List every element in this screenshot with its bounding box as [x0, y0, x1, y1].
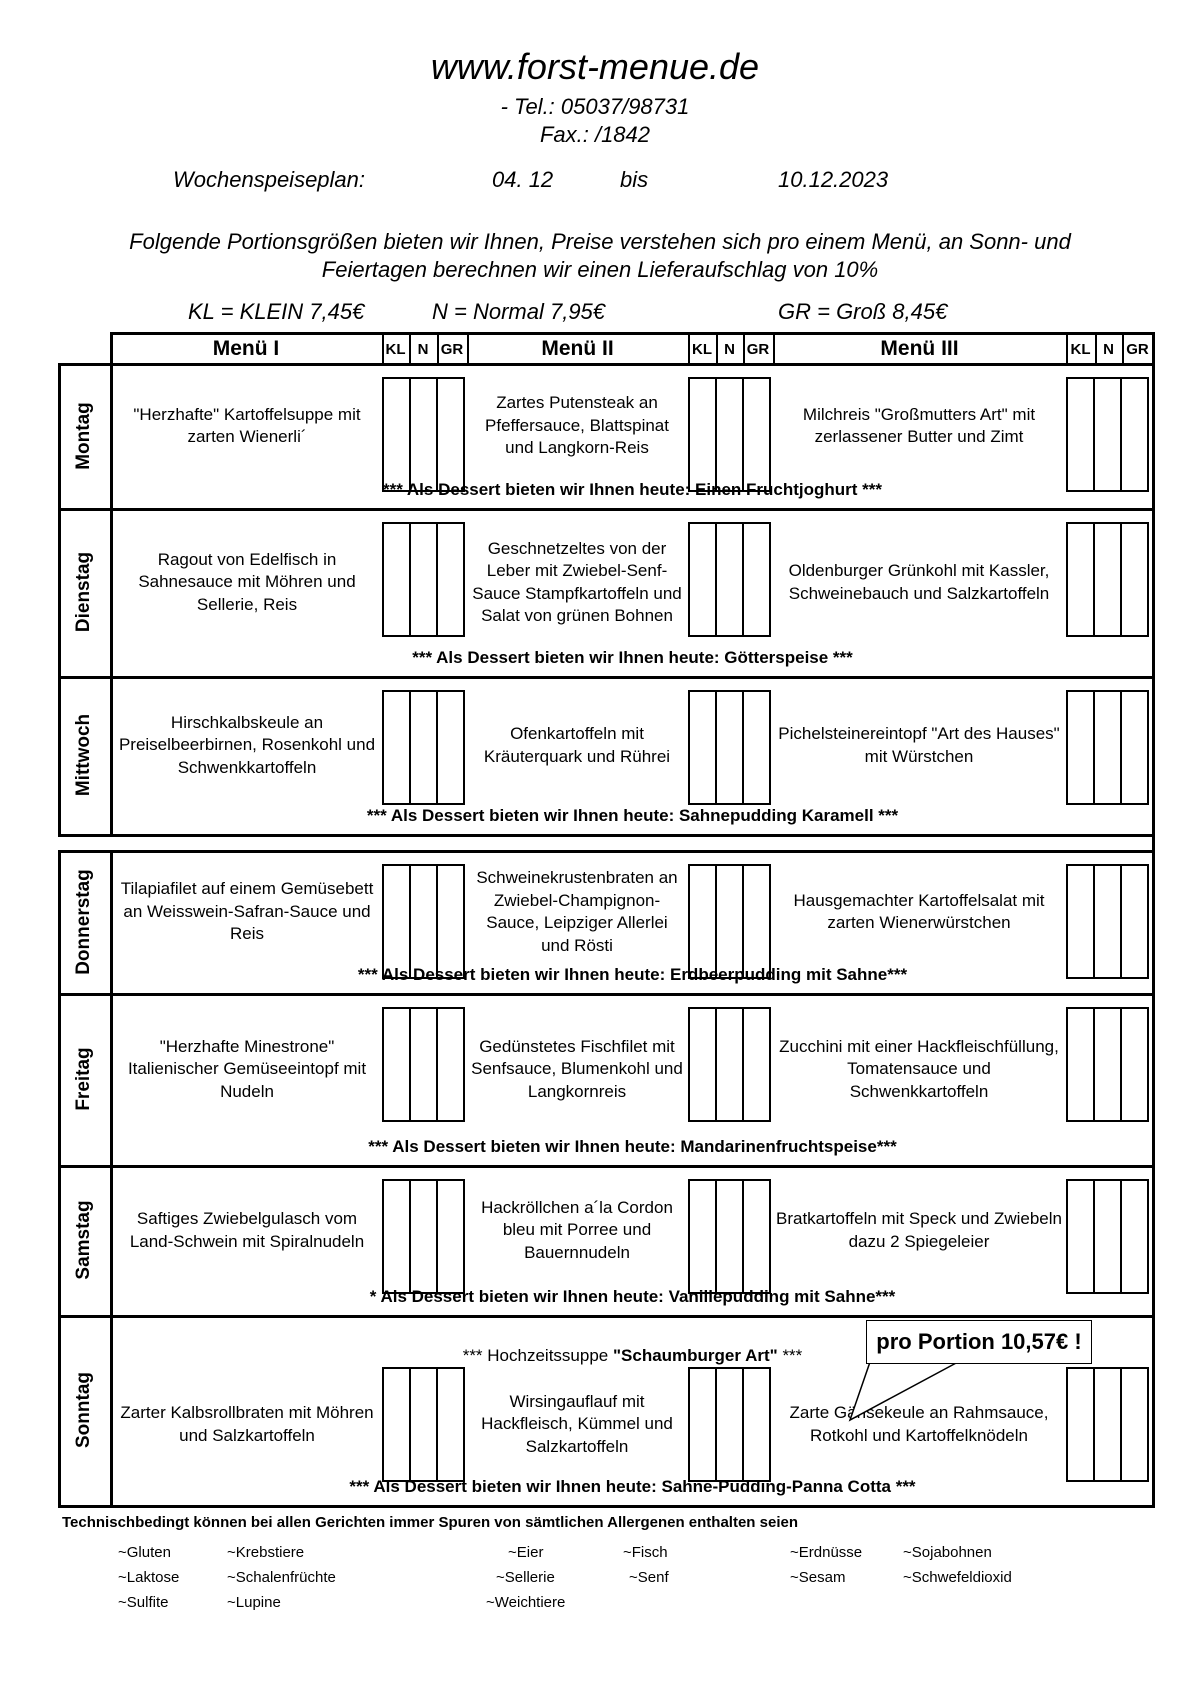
order-box-n-menu-1 — [409, 690, 438, 805]
column-header-kl-3: KL — [1070, 340, 1091, 358]
allergen-item: ~Schalenfrüchte — [227, 1569, 336, 1586]
website-title: www.forst-menue.de — [430, 46, 760, 87]
dish-menu-3: Bratkartoffeln mit Speck und Zwiebeln dazu 2 Spiegeleier — [776, 1209, 1062, 1251]
allergen-item: ~Weichtiere — [486, 1594, 566, 1611]
dish-menu-1: Hirschkalbskeule an Preiselbeerbirnen, Rosenkohl und Schwenkkartoffeln — [118, 712, 376, 777]
order-box-gr-menu-3 — [1120, 377, 1149, 492]
order-box-n-menu-2 — [715, 690, 744, 805]
table-left-border — [58, 850, 61, 1508]
allergen-item: ~Gluten — [118, 1544, 171, 1561]
row-divider — [58, 1165, 1155, 1168]
day-label-freitag: Freitag — [73, 1047, 94, 1111]
allergen-item: ~Sulfite — [118, 1594, 169, 1611]
column-header-gr-3: GR — [1126, 340, 1149, 358]
order-box-gr-menu-1 — [436, 1179, 465, 1294]
order-box-n-menu-3 — [1093, 1367, 1122, 1482]
price-callout: pro Portion 10,57€ ! — [866, 1320, 1092, 1364]
date-from: 04. 12 — [492, 167, 554, 192]
order-box-gr-menu-3 — [1120, 522, 1149, 637]
row-divider — [58, 508, 1155, 511]
dessert-line: *** Als Dessert bieten wir Ihnen heute: Götterspeise *** — [412, 648, 853, 667]
allergen-item: ~Fisch — [623, 1544, 668, 1561]
order-box-gr-menu-1 — [436, 522, 465, 637]
intro-line-2: Feiertagen berechnen wir einen Lieferaufschlag von 10% — [321, 257, 879, 282]
order-box-gr-menu-2 — [742, 1007, 771, 1122]
table-left-border — [58, 363, 61, 836]
order-box-n-menu-1 — [409, 1007, 438, 1122]
dish-menu-2: Ofenkartoffeln mit Kräuterquark und Rührei — [483, 724, 671, 766]
column-header-n-2: N — [724, 340, 735, 358]
column-header-gr-1: GR — [440, 340, 464, 358]
order-box-n-menu-3 — [1093, 377, 1122, 492]
order-box-gr-menu-2 — [742, 1367, 771, 1482]
order-box-kl-menu-3 — [1066, 1367, 1095, 1482]
order-box-kl-menu-3 — [1066, 1007, 1095, 1122]
dish-menu-2: Geschnetzeltes von der Leber mit Zwiebel-Senf-Sauce Stampfkartoffeln und Salat von grünen Bohnen — [472, 538, 682, 625]
dish-menu-3: Milchreis "Großmutters Art" mit zerlassener Butter und Zimt — [802, 404, 1036, 446]
date-separator: bis — [620, 167, 649, 192]
order-box-n-menu-3 — [1093, 522, 1122, 637]
order-box-n-menu-2 — [715, 1179, 744, 1294]
dish-menu-3: Pichelsteinereintopf "Art des Hauses" mit Würstchen — [778, 724, 1060, 766]
allergen-item: ~Schwefeldioxid — [903, 1569, 1012, 1586]
row-divider — [58, 993, 1155, 996]
sunday-soup-prefix: *** Hochzeitssuppe — [462, 1346, 613, 1365]
size-small-price: KL = KLEIN 7,45€ — [188, 299, 365, 324]
date-to: 10.12.2023 — [778, 167, 889, 192]
callout-pointer — [840, 1358, 980, 1438]
column-header-n-3: N — [1103, 340, 1114, 358]
allergen-item: ~Eier — [508, 1544, 544, 1561]
order-box-n-menu-2 — [715, 377, 744, 492]
dish-menu-3: Zucchini mit einer Hackfleischfüllung, Tomatensauce und Schwenkkartoffeln — [779, 1036, 1059, 1101]
sunday-soup-suffix: *** — [777, 1346, 803, 1365]
order-box-gr-menu-3 — [1120, 1179, 1149, 1294]
allergen-item: ~Laktose — [118, 1569, 180, 1586]
order-box-kl-menu-3 — [1066, 522, 1095, 637]
dish-menu-3: Zarte Gänsekeule an Rahmsauce, Rotkohl und Kartoffelknödeln — [789, 1403, 1049, 1445]
dessert-line: *** Als Dessert bieten wir Ihnen heute: Mandarinenfruchtspeise*** — [368, 1137, 897, 1156]
order-box-kl-menu-3 — [1066, 864, 1095, 979]
order-box-gr-menu-1 — [436, 377, 465, 492]
dessert-line: *** Als Dessert bieten wir Ihnen heute: Sahnepudding Karamell *** — [366, 806, 899, 825]
allergen-item: ~Sojabohnen — [903, 1544, 992, 1561]
order-box-n-menu-1 — [409, 1367, 438, 1482]
order-box-gr-menu-2 — [742, 1179, 771, 1294]
order-box-gr-menu-3 — [1120, 1367, 1149, 1482]
column-header-menu-1: Menü I — [212, 337, 280, 360]
order-box-n-menu-1 — [409, 522, 438, 637]
allergen-item: ~Senf — [629, 1569, 669, 1586]
dish-menu-1: "Herzhafte" Kartoffelsuppe mit zarten Wienerli´ — [133, 404, 361, 446]
day-column-border — [110, 850, 113, 1508]
order-box-kl-menu-1 — [382, 1367, 411, 1482]
dish-menu-1: Tilapiafilet auf einem Gemüsebett an Weisswein-Safran-Sauce und Reis — [120, 879, 374, 944]
day-label-sonntag: Sonntag — [73, 1372, 94, 1448]
order-box-kl-menu-3 — [1066, 377, 1095, 492]
order-box-gr-menu-2 — [742, 690, 771, 805]
day-label-samstag: Samstag — [73, 1200, 94, 1280]
order-box-n-menu-3 — [1093, 1179, 1122, 1294]
order-box-kl-menu-1 — [382, 522, 411, 637]
order-box-kl-menu-2 — [688, 377, 717, 492]
dessert-line: *** Als Dessert bieten wir Ihnen heute: Einen Fruchtjoghurt *** — [382, 480, 883, 499]
order-box-gr-menu-1 — [436, 1007, 465, 1122]
allergen-item: ~Erdnüsse — [790, 1544, 863, 1561]
row-divider — [58, 1315, 1155, 1318]
day-label-mittwoch: Mittwoch — [73, 713, 94, 797]
dessert-line: * Als Dessert bieten wir Ihnen heute: Vanillepudding mit Sahne*** — [369, 1287, 896, 1306]
order-box-kl-menu-2 — [688, 864, 717, 979]
order-box-n-menu-1 — [409, 377, 438, 492]
order-box-gr-menu-2 — [742, 522, 771, 637]
dish-menu-2: Wirsingauflauf mit Hackfleisch, Kümmel und Salzkartoffeln — [481, 1391, 673, 1456]
order-box-kl-menu-2 — [688, 1007, 717, 1122]
dish-menu-1: Zarter Kalbsrollbraten mit Möhren und Salzkartoffeln — [120, 1403, 374, 1445]
order-box-gr-menu-1 — [436, 1367, 465, 1482]
order-box-n-menu-2 — [715, 522, 744, 637]
order-box-kl-menu-1 — [382, 690, 411, 805]
order-box-gr-menu-3 — [1120, 864, 1149, 979]
dish-menu-2: Zartes Putensteak an Pfeffersauce, Blattspinat und Langkorn-Reis — [485, 393, 669, 458]
size-large-price: GR = Groß 8,45€ — [778, 299, 948, 324]
intro-text — [120, 228, 1080, 284]
order-box-gr-menu-1 — [436, 690, 465, 805]
order-box-gr-menu-1 — [436, 864, 465, 979]
dessert-line: *** Als Dessert bieten wir Ihnen heute: Erdbeerpudding mit Sahne*** — [357, 965, 908, 984]
column-header-menu-2: Menü II — [541, 337, 614, 360]
order-box-kl-menu-2 — [688, 690, 717, 805]
order-box-n-menu-2 — [715, 864, 744, 979]
order-box-n-menu-1 — [409, 864, 438, 979]
dessert-line: *** Als Dessert bieten wir Ihnen heute: Sahne-Pudding-Panna Cotta *** — [349, 1477, 916, 1496]
row-divider — [58, 676, 1155, 679]
column-header-kl-2: KL — [692, 340, 712, 358]
order-box-n-menu-1 — [409, 1179, 438, 1294]
order-box-kl-menu-1 — [382, 1007, 411, 1122]
order-box-gr-menu-3 — [1120, 1007, 1149, 1122]
column-header-kl-1: KL — [385, 340, 406, 358]
order-box-n-menu-3 — [1093, 1007, 1122, 1122]
dish-menu-3: Hausgemachter Kartoffelsalat mit zarten Wienerwürstchen — [793, 890, 1045, 932]
order-box-kl-menu-1 — [382, 864, 411, 979]
order-box-kl-menu-2 — [688, 1179, 717, 1294]
day-column-border — [110, 363, 113, 836]
order-box-gr-menu-3 — [1120, 690, 1149, 805]
dish-menu-2: Gedünstetes Fischfilet mit Senfsauce, Blumenkohl und Langkornreis — [471, 1036, 683, 1101]
sunday-soup-name: "Schaumburger Art" — [612, 1346, 778, 1365]
column-header-menu-3: Menü III — [880, 337, 959, 360]
day-label-montag: Montag — [73, 401, 94, 470]
order-box-n-menu-3 — [1093, 690, 1122, 805]
size-normal-price: N = Normal 7,95€ — [432, 299, 606, 324]
order-box-kl-menu-3 — [1066, 1179, 1095, 1294]
allergen-item: ~Sellerie — [496, 1569, 555, 1586]
dish-menu-2: Schweinekrustenbraten an Zwiebel-Champignon-Sauce, Leipziger Allerlei und Rösti — [476, 868, 678, 955]
row-divider — [58, 834, 1155, 837]
order-box-kl-menu-2 — [688, 1367, 717, 1482]
week-label: Wochenspeiseplan: — [173, 167, 366, 192]
table-bottom-border — [58, 1505, 1155, 1508]
order-box-n-menu-3 — [1093, 864, 1122, 979]
order-box-kl-menu-3 — [1066, 690, 1095, 805]
phone-number: - Tel.: 05037/98731 — [500, 94, 690, 119]
column-header-n-1: N — [417, 340, 429, 358]
allergen-item: ~Lupine — [227, 1594, 281, 1611]
allergen-item: ~Krebstiere — [227, 1544, 305, 1561]
order-box-n-menu-2 — [715, 1367, 744, 1482]
dish-menu-1: Saftiges Zwiebelgulasch vom Land-Schwein mit Spiralnudeln — [129, 1209, 365, 1251]
dish-menu-3: Oldenburger Grünkohl mit Kassler, Schweinebauch und Salzkartoffeln — [788, 561, 1050, 603]
order-box-gr-menu-2 — [742, 864, 771, 979]
order-box-kl-menu-1 — [382, 1179, 411, 1294]
row-divider — [58, 850, 1155, 853]
dish-menu-1: Ragout von Edelfisch in Sahnesauce mit Möhren und Sellerie, Reis — [138, 549, 356, 614]
day-label-dienstag: Dienstag — [73, 551, 94, 633]
order-box-kl-menu-2 — [688, 522, 717, 637]
intro-line-1: Folgende Portionsgrößen bieten wir Ihnen, Preise verstehen sich pro einem Menü, an Sonn- und — [129, 229, 1071, 254]
order-box-gr-menu-2 — [742, 377, 771, 492]
allergen-note: Technischbedingt können bei allen Gerichten immer Spuren von sämtlichen Allergenen enthalten seien — [62, 1514, 798, 1531]
column-header-gr-2: GR — [746, 340, 770, 358]
day-label-donnerstag: Donnerstag — [73, 868, 94, 975]
dish-menu-2: Hackröllchen a´la Cordon bleu mit Porree und Bauernnudeln — [481, 1197, 673, 1262]
order-box-kl-menu-1 — [382, 377, 411, 492]
allergen-item: ~Sesam — [790, 1569, 846, 1586]
fax-number: Fax.: /1842 — [539, 122, 651, 147]
dish-menu-1: "Herzhafte Minestrone" Italienischer Gemüseeintopf mit Nudeln — [127, 1036, 367, 1101]
order-box-n-menu-2 — [715, 1007, 744, 1122]
